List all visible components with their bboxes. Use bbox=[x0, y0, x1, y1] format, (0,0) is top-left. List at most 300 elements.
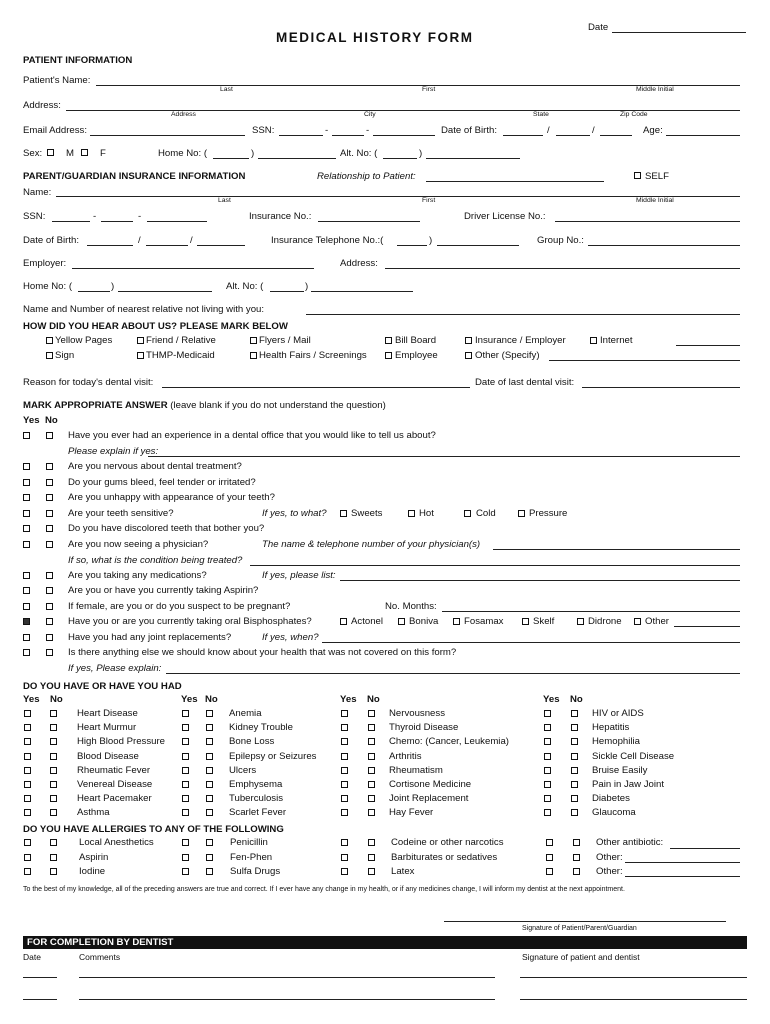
dentist-signature-field-1[interactable] bbox=[520, 977, 747, 978]
date-field[interactable] bbox=[612, 32, 746, 33]
condition-c2-r4-no[interactable] bbox=[206, 753, 213, 760]
q5-yes[interactable] bbox=[23, 510, 30, 517]
q13-text: Is there anything else we should know about your health that was not covered on this form? bbox=[68, 647, 457, 658]
employer-field[interactable] bbox=[72, 268, 314, 269]
condition-c4-r7-yes[interactable] bbox=[544, 795, 551, 802]
condition-c3-r4-no[interactable] bbox=[368, 753, 375, 760]
allergy-c4-r1-yes[interactable] bbox=[546, 839, 553, 846]
q3-no[interactable] bbox=[46, 479, 53, 486]
q7-condition-field[interactable] bbox=[250, 565, 740, 566]
condition-c1-r2-yes[interactable] bbox=[24, 724, 31, 731]
q11-yes[interactable] bbox=[23, 618, 30, 625]
q7-text: Are you now seeing a physician? bbox=[68, 539, 209, 550]
condition-c2-r3-yes[interactable] bbox=[182, 738, 189, 745]
hear-other-field[interactable] bbox=[549, 360, 740, 361]
patient-name-label: Patient's Name: bbox=[23, 75, 91, 86]
reason-field[interactable] bbox=[162, 387, 470, 388]
sex-label: Sex: bbox=[23, 148, 43, 159]
hear-insurance-checkbox[interactable] bbox=[465, 337, 472, 344]
q9-yes[interactable] bbox=[23, 587, 30, 594]
allergy-c2-r1-no[interactable] bbox=[206, 839, 213, 846]
q5-hot-label: Hot bbox=[419, 508, 434, 519]
condition-label: Pain in Jaw Joint bbox=[592, 779, 664, 790]
dentist-bar-title: FOR COMPLETION BY DENTIST bbox=[27, 937, 174, 948]
q5-pressure-label: Pressure bbox=[529, 508, 568, 519]
q5-cold-label: Cold bbox=[476, 508, 496, 519]
condition-c4-r5-yes[interactable] bbox=[544, 767, 551, 774]
hear-internet-checkbox[interactable] bbox=[590, 337, 597, 344]
q12-text: Have you had any joint replacements? bbox=[68, 632, 232, 643]
q11-actonel-checkbox[interactable] bbox=[340, 618, 347, 625]
condition-label: Heart Disease bbox=[77, 708, 138, 719]
condition-c4-r7-no[interactable] bbox=[571, 795, 578, 802]
sub-middle-initial: Middle Initial bbox=[636, 86, 674, 93]
sex-f-label: F bbox=[100, 148, 106, 159]
allergies-heading: DO YOU HAVE ALLERGIES TO ANY OF THE FOLLOWING bbox=[23, 824, 284, 835]
q6-yes[interactable] bbox=[23, 525, 30, 532]
patient-section-heading: PATIENT INFORMATION bbox=[23, 55, 133, 66]
allergy-c2-r3-no[interactable] bbox=[206, 868, 213, 875]
condition-label: Bone Loss bbox=[229, 736, 275, 748]
allergy-c1-r1-no[interactable] bbox=[50, 839, 57, 846]
q11-skelf-checkbox[interactable] bbox=[522, 618, 529, 625]
allergy-label: Other antibiotic: bbox=[596, 837, 664, 848]
condition-c4-r5-no[interactable] bbox=[571, 767, 578, 774]
g-alt-area[interactable] bbox=[270, 291, 304, 292]
date-label: Date bbox=[588, 22, 609, 33]
condition-c3-r1-yes[interactable] bbox=[341, 710, 348, 717]
q11-text: Have you or are you currently taking oral Bisphosphates? bbox=[68, 616, 312, 627]
g-home-area[interactable] bbox=[78, 291, 110, 292]
q11-other-field[interactable] bbox=[674, 626, 740, 627]
q6-text: Do you have discolored teeth that bother you? bbox=[68, 523, 265, 534]
age-field[interactable] bbox=[666, 135, 740, 136]
allergy-c1-r2-yes[interactable] bbox=[24, 854, 31, 861]
q13-sub: If yes, Please explain: bbox=[68, 663, 162, 674]
q7-condition: If so, what is the condition being treated? bbox=[68, 555, 243, 566]
q11-boniva-label: Boniva bbox=[409, 616, 439, 627]
dob-year[interactable] bbox=[600, 135, 632, 136]
sub-zip: Zip Code bbox=[620, 111, 648, 118]
g-sub-mi: Middle Initial bbox=[636, 197, 674, 204]
condition-label: HIV or AIDS bbox=[592, 708, 644, 719]
condition-c1-r8-yes[interactable] bbox=[24, 809, 31, 816]
sub-last: Last bbox=[220, 86, 233, 93]
allergy-label: Fen-Phen bbox=[230, 851, 273, 863]
q7-yes[interactable] bbox=[23, 541, 30, 548]
allergy-c4-r3-yes[interactable] bbox=[546, 868, 553, 875]
condition-c3-r7-yes[interactable] bbox=[341, 795, 348, 802]
condition-c1-r5-no[interactable] bbox=[50, 767, 57, 774]
condition-c3-r1-no[interactable] bbox=[368, 710, 375, 717]
g-alt-number[interactable] bbox=[311, 291, 413, 292]
hear-friend-checkbox[interactable] bbox=[137, 337, 144, 344]
condition-label: Kidney Trouble bbox=[229, 722, 293, 734]
q11-didrone-checkbox[interactable] bbox=[577, 618, 584, 625]
dentist-comments-field-1[interactable] bbox=[79, 977, 495, 978]
cond-yes-4: Yes bbox=[543, 694, 560, 705]
condition-label: Emphysema bbox=[229, 779, 283, 790]
condition-c3-r3-yes[interactable] bbox=[341, 738, 348, 745]
form-title: MEDICAL HISTORY FORM bbox=[276, 30, 474, 45]
self-checkbox[interactable] bbox=[634, 172, 641, 179]
q11-fosamax-label: Fosamax bbox=[464, 616, 504, 627]
mark-heading-bold: MARK APPROPRIATE ANSWER bbox=[23, 400, 168, 411]
q10-months-field[interactable] bbox=[442, 611, 740, 612]
allergy-label: Sulfa Drugs bbox=[230, 866, 281, 877]
condition-label: Thyroid Disease bbox=[389, 722, 459, 734]
condition-label: Hepatitis bbox=[592, 722, 630, 734]
condition-label: Diabetes bbox=[592, 793, 630, 805]
condition-c2-r8-no[interactable] bbox=[206, 809, 213, 816]
q11-no[interactable] bbox=[46, 618, 53, 625]
allergy-c2-r2-no[interactable] bbox=[206, 854, 213, 861]
condition-label: Heart Pacemaker bbox=[77, 793, 152, 805]
yes-header: Yes bbox=[23, 415, 40, 426]
condition-c3-r8-yes[interactable] bbox=[341, 809, 348, 816]
condition-c2-r2-yes[interactable] bbox=[182, 724, 189, 731]
condition-c4-r4-yes[interactable] bbox=[544, 753, 551, 760]
allergy-label: Codeine or other narcotics bbox=[391, 837, 504, 848]
q12-yes[interactable] bbox=[23, 634, 30, 641]
condition-label: Nervousness bbox=[389, 708, 445, 719]
ssn-field-3[interactable] bbox=[373, 135, 435, 136]
condition-c4-r3-no[interactable] bbox=[571, 738, 578, 745]
condition-label: Hemophilia bbox=[592, 736, 640, 748]
guardian-name-label: Name: bbox=[23, 187, 52, 198]
condition-c3-r6-no[interactable] bbox=[368, 781, 375, 788]
q8-list: If yes, please list: bbox=[262, 570, 336, 581]
hear-yellow-pages-checkbox[interactable] bbox=[46, 337, 53, 344]
hear-health-fairs-checkbox[interactable] bbox=[250, 352, 257, 359]
condition-label: Cortisone Medicine bbox=[389, 779, 472, 790]
q5-what: If yes, to what? bbox=[262, 508, 327, 519]
condition-c2-r8-yes[interactable] bbox=[182, 809, 189, 816]
home-number[interactable] bbox=[258, 158, 336, 159]
allergy-other-field-1[interactable] bbox=[625, 862, 740, 863]
q3-text: Do your gums bleed, feel tender or irritated? bbox=[68, 477, 256, 488]
q5-sweets-label: Sweets bbox=[351, 508, 383, 519]
relative-label: Name and Number of nearest relative not living with you: bbox=[23, 304, 265, 315]
g-ssn-2[interactable] bbox=[101, 221, 133, 222]
signature-label: Signature of Patient/Parent/Guardian bbox=[522, 925, 637, 932]
dentist-date-field-2[interactable] bbox=[23, 999, 57, 1000]
hear-other-label: Other (Specify) bbox=[475, 350, 540, 361]
condition-c1-r2-no[interactable] bbox=[50, 724, 57, 731]
q5-cold-checkbox[interactable] bbox=[464, 510, 471, 517]
hear-flyers-label: Flyers / Mail bbox=[259, 335, 311, 346]
q7-sub: The name & telephone number of your physician(s) bbox=[262, 539, 481, 550]
dentist-comments-label: Comments bbox=[79, 952, 121, 962]
hear-health-fairs-label: Health Fairs / Screenings bbox=[259, 350, 367, 361]
allergy-c4-r2-no[interactable] bbox=[573, 854, 580, 861]
condition-c4-r2-no[interactable] bbox=[571, 724, 578, 731]
condition-c2-r7-no[interactable] bbox=[206, 795, 213, 802]
condition-c1-r1-no[interactable] bbox=[50, 710, 57, 717]
q12-when-field[interactable] bbox=[322, 642, 740, 643]
condition-c2-r5-no[interactable] bbox=[206, 767, 213, 774]
allergy-c3-r1-yes[interactable] bbox=[341, 839, 348, 846]
g-dob-month[interactable] bbox=[87, 245, 133, 246]
dentist-date-field-1[interactable] bbox=[23, 977, 57, 978]
sex-f-checkbox[interactable] bbox=[81, 149, 88, 156]
ssn-field-1[interactable] bbox=[279, 135, 323, 136]
hear-employee-label: Employee bbox=[395, 350, 438, 361]
allergy-c3-r1-no[interactable] bbox=[368, 839, 375, 846]
condition-c1-r7-yes[interactable] bbox=[24, 795, 31, 802]
allergy-other-antibiotic-field[interactable] bbox=[670, 848, 740, 849]
q11-other-checkbox[interactable] bbox=[634, 618, 641, 625]
email-label: Email Address: bbox=[23, 125, 87, 136]
q11-boniva-checkbox[interactable] bbox=[398, 618, 405, 625]
condition-c4-r2-yes[interactable] bbox=[544, 724, 551, 731]
mark-heading bbox=[23, 401, 386, 411]
hear-employee-checkbox[interactable] bbox=[385, 352, 392, 359]
q2-no[interactable] bbox=[46, 463, 53, 470]
hear-billboard-label: Bill Board bbox=[395, 335, 437, 346]
sub-city: City bbox=[364, 111, 376, 118]
condition-c3-r2-no[interactable] bbox=[368, 724, 375, 731]
q1-text: Have you ever had an experience in a dental office that you would like to tell us about? bbox=[68, 430, 436, 441]
allergy-label: Other: bbox=[596, 866, 623, 877]
ins-tel-area[interactable] bbox=[397, 245, 427, 246]
q11-skelf-label: Skelf bbox=[533, 616, 555, 627]
condition-c2-r5-yes[interactable] bbox=[182, 767, 189, 774]
condition-c2-r6-no[interactable] bbox=[206, 781, 213, 788]
group-no-field[interactable] bbox=[588, 245, 740, 246]
allergy-other-field-2[interactable] bbox=[625, 876, 740, 877]
condition-c2-r1-no[interactable] bbox=[206, 710, 213, 717]
g-ssn-1[interactable] bbox=[52, 221, 90, 222]
no-header: No bbox=[45, 415, 58, 426]
allergy-label: Latex bbox=[391, 866, 415, 877]
driver-license-label: Driver License No.: bbox=[464, 211, 546, 222]
q4-yes[interactable] bbox=[23, 494, 30, 501]
condition-label: Epilepsy or Seizures bbox=[229, 750, 317, 762]
q4-no[interactable] bbox=[46, 494, 53, 501]
q10-months: No. Months: bbox=[385, 601, 437, 612]
g-ssn-3[interactable] bbox=[147, 221, 207, 222]
q10-yes[interactable] bbox=[23, 603, 30, 610]
allergy-c2-r1-yes[interactable] bbox=[182, 839, 189, 846]
sub-first: First bbox=[422, 86, 436, 93]
dentist-signature-label: Signature of patient and dentist bbox=[522, 952, 640, 962]
dentist-signature-field-2[interactable] bbox=[520, 999, 747, 1000]
q5-hot-checkbox[interactable] bbox=[408, 510, 415, 517]
q4-text: Are you unhappy with appearance of your teeth? bbox=[68, 492, 275, 503]
q8-no[interactable] bbox=[46, 572, 53, 579]
ins-tel-label: Insurance Telephone No.:( bbox=[271, 235, 384, 246]
allergy-c3-r2-yes[interactable] bbox=[341, 854, 348, 861]
condition-label: Heart Murmur bbox=[77, 722, 137, 734]
condition-c1-r1-yes[interactable] bbox=[24, 710, 31, 717]
condition-c2-r7-yes[interactable] bbox=[182, 795, 189, 802]
alt-number[interactable] bbox=[426, 158, 520, 159]
q9-text: Are you or have you currently taking Aspirin? bbox=[68, 585, 259, 596]
ssn-field-2[interactable] bbox=[332, 135, 364, 136]
condition-c3-r7-no[interactable] bbox=[368, 795, 375, 802]
allergy-c1-r1-yes[interactable] bbox=[24, 839, 31, 846]
hear-internet-field[interactable] bbox=[676, 345, 740, 346]
alt-area[interactable] bbox=[383, 158, 417, 159]
allergy-label: Local Anesthetics bbox=[79, 837, 154, 848]
relationship-field[interactable] bbox=[426, 181, 604, 182]
g-address-field[interactable] bbox=[385, 268, 740, 269]
q11-didrone-label: Didrone bbox=[588, 616, 622, 627]
driver-license-field[interactable] bbox=[555, 221, 740, 222]
condition-c2-r3-no[interactable] bbox=[206, 738, 213, 745]
cond-no-2: No bbox=[205, 694, 218, 705]
q8-yes[interactable] bbox=[23, 572, 30, 579]
condition-label: Asthma bbox=[77, 807, 110, 819]
q8-list-field[interactable] bbox=[340, 580, 740, 581]
condition-c4-r4-no[interactable] bbox=[571, 753, 578, 760]
sex-m-checkbox[interactable] bbox=[47, 149, 54, 156]
alt-no-label: Alt. No: ( bbox=[340, 148, 378, 159]
q12-no[interactable] bbox=[46, 634, 53, 641]
reason-label: Reason for today's dental visit: bbox=[23, 377, 154, 388]
hear-internet-label: Internet bbox=[600, 335, 633, 346]
condition-c1-r8-no[interactable] bbox=[50, 809, 57, 816]
q5-pressure-checkbox[interactable] bbox=[518, 510, 525, 517]
address-label: Address: bbox=[23, 100, 61, 111]
hear-flyers-checkbox[interactable] bbox=[250, 337, 257, 344]
last-visit-field[interactable] bbox=[582, 387, 740, 388]
sub-state: State bbox=[533, 111, 549, 118]
q9-no[interactable] bbox=[46, 587, 53, 594]
condition-c4-r6-no[interactable] bbox=[571, 781, 578, 788]
hear-sign-label: Sign bbox=[55, 350, 75, 361]
condition-c4-r1-no[interactable] bbox=[571, 710, 578, 717]
q8-text: Are you taking any medications? bbox=[68, 570, 207, 581]
condition-c1-r7-no[interactable] bbox=[50, 795, 57, 802]
condition-c3-r2-yes[interactable] bbox=[341, 724, 348, 731]
dentist-comments-field-2[interactable] bbox=[79, 999, 495, 1000]
condition-label: Hay Fever bbox=[389, 807, 434, 819]
condition-c3-r6-yes[interactable] bbox=[341, 781, 348, 788]
g-dob-year[interactable] bbox=[197, 245, 245, 246]
allergy-c3-r3-yes[interactable] bbox=[341, 868, 348, 875]
condition-label: Joint Replacement bbox=[389, 793, 469, 805]
condition-label: Glaucoma bbox=[592, 807, 636, 819]
condition-label: Tuberculosis bbox=[229, 793, 284, 805]
q3-yes[interactable] bbox=[23, 479, 30, 486]
condition-c2-r1-yes[interactable] bbox=[182, 710, 189, 717]
q13-yes[interactable] bbox=[23, 649, 30, 656]
q1-explain-field[interactable] bbox=[148, 456, 740, 457]
condition-c2-r6-yes[interactable] bbox=[182, 781, 189, 788]
hear-friend-label: Friend / Relative bbox=[146, 335, 216, 346]
hear-other-checkbox[interactable] bbox=[465, 352, 472, 359]
condition-label: Anemia bbox=[229, 708, 262, 719]
condition-label: Venereal Disease bbox=[77, 779, 153, 790]
condition-label: Rheumatic Fever bbox=[77, 764, 151, 776]
g-alt-label: Alt. No: ( bbox=[226, 281, 264, 292]
last-visit-label: Date of last dental visit: bbox=[475, 377, 575, 388]
condition-c1-r3-no[interactable] bbox=[50, 738, 57, 745]
condition-label: Sickle Cell Disease bbox=[592, 750, 675, 762]
condition-c4-r3-yes[interactable] bbox=[544, 738, 551, 745]
q13-explain-field[interactable] bbox=[166, 673, 740, 674]
dentist-bar bbox=[23, 936, 747, 949]
email-field[interactable] bbox=[90, 135, 245, 136]
q11-fosamax-checkbox[interactable] bbox=[453, 618, 460, 625]
home-area[interactable] bbox=[213, 158, 249, 159]
condition-c4-r8-yes[interactable] bbox=[544, 809, 551, 816]
allergy-label: Aspirin bbox=[79, 851, 109, 863]
condition-c1-r5-yes[interactable] bbox=[24, 767, 31, 774]
allergy-label: Iodine bbox=[79, 866, 106, 877]
q7-no[interactable] bbox=[46, 541, 53, 548]
q2-yes[interactable] bbox=[23, 463, 30, 470]
condition-c4-r1-yes[interactable] bbox=[544, 710, 551, 717]
allergy-c3-r2-no[interactable] bbox=[368, 854, 375, 861]
allergy-label: Penicillin bbox=[230, 837, 268, 848]
hear-billboard-checkbox[interactable] bbox=[385, 337, 392, 344]
q7-physician-field[interactable] bbox=[493, 549, 740, 550]
hear-thmp-checkbox[interactable] bbox=[137, 352, 144, 359]
condition-c3-r8-no[interactable] bbox=[368, 809, 375, 816]
ins-tel-number[interactable] bbox=[437, 245, 519, 246]
allergy-c2-r3-yes[interactable] bbox=[182, 868, 189, 875]
q5-no[interactable] bbox=[46, 510, 53, 517]
condition-c1-r6-yes[interactable] bbox=[24, 781, 31, 788]
q6-no[interactable] bbox=[46, 525, 53, 532]
q1-yes[interactable] bbox=[23, 432, 30, 439]
allergy-c3-r3-no[interactable] bbox=[368, 868, 375, 875]
q1-no[interactable] bbox=[46, 432, 53, 439]
employer-label: Employer: bbox=[23, 258, 67, 269]
dob-month[interactable] bbox=[503, 135, 543, 136]
condition-c4-r8-no[interactable] bbox=[571, 809, 578, 816]
condition-c1-r3-yes[interactable] bbox=[24, 738, 31, 745]
g-dob-day[interactable] bbox=[146, 245, 188, 246]
allergy-c4-r2-yes[interactable] bbox=[546, 854, 553, 861]
relationship-label: Relationship to Patient: bbox=[317, 171, 416, 182]
q13-no[interactable] bbox=[46, 649, 53, 656]
signature-line[interactable] bbox=[444, 921, 726, 922]
allergy-c2-r2-yes[interactable] bbox=[182, 854, 189, 861]
dob-day[interactable] bbox=[556, 135, 590, 136]
condition-c1-r6-no[interactable] bbox=[50, 781, 57, 788]
condition-c3-r3-no[interactable] bbox=[368, 738, 375, 745]
allergy-c4-r1-no[interactable] bbox=[573, 839, 580, 846]
condition-label: Ulcers bbox=[229, 764, 257, 776]
g-home-number[interactable] bbox=[118, 291, 212, 292]
q5-sweets-checkbox[interactable] bbox=[340, 510, 347, 517]
condition-c2-r4-yes[interactable] bbox=[182, 753, 189, 760]
condition-c1-r4-yes[interactable] bbox=[24, 753, 31, 760]
condition-c3-r5-yes[interactable] bbox=[341, 767, 348, 774]
q10-no[interactable] bbox=[46, 603, 53, 610]
condition-c3-r4-yes[interactable] bbox=[341, 753, 348, 760]
insurance-no-field[interactable] bbox=[318, 221, 420, 222]
allergy-c1-r2-no[interactable] bbox=[50, 854, 57, 861]
condition-c4-r6-yes[interactable] bbox=[544, 781, 551, 788]
relative-field[interactable] bbox=[306, 314, 740, 315]
cond-no-3: No bbox=[367, 694, 380, 705]
condition-c3-r5-no[interactable] bbox=[368, 767, 375, 774]
allergy-c4-r3-no[interactable] bbox=[573, 868, 580, 875]
hear-sign-checkbox[interactable] bbox=[46, 352, 53, 359]
condition-c1-r4-no[interactable] bbox=[50, 753, 57, 760]
allergy-c1-r3-no[interactable] bbox=[50, 868, 57, 875]
q11-actonel-label: Actonel bbox=[351, 616, 383, 627]
allergy-c1-r3-yes[interactable] bbox=[24, 868, 31, 875]
cond-yes-1: Yes bbox=[23, 694, 40, 705]
home-no-label: Home No: ( bbox=[158, 148, 208, 159]
condition-c2-r2-no[interactable] bbox=[206, 724, 213, 731]
